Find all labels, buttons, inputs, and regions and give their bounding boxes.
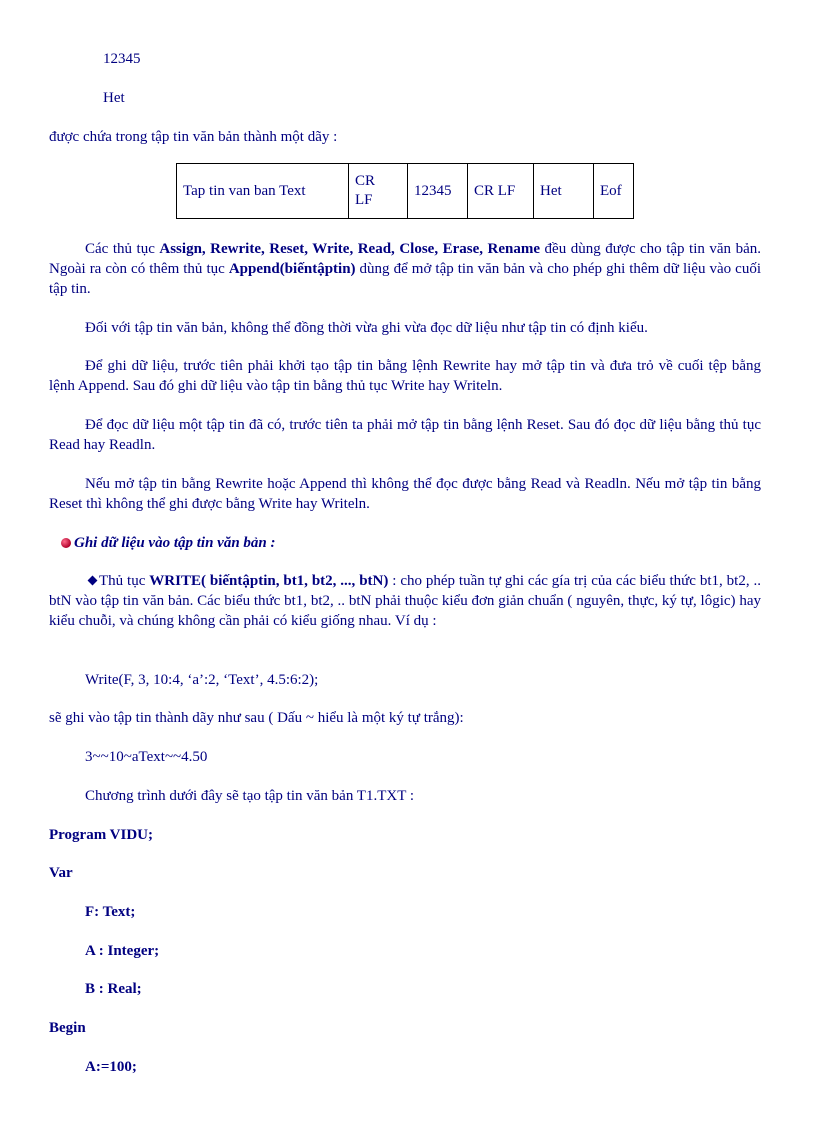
keyword-span: WRITE( biếntậptin, bt1, bt2, ..., btN) bbox=[149, 573, 389, 589]
text-span: đều dùng được cho tập tin văn bản. Ngoài ra còn có thêm thủ tục bbox=[49, 241, 761, 277]
text-span: Đối với tập tin văn bản, không thể đồng thời vừa ghi vừa đọc dữ liệu như tập tin có định kiểu. bbox=[85, 320, 648, 336]
keyword-span: Append(biếntậptin) bbox=[228, 261, 356, 277]
program-intro: Chương trình dưới đây sẽ tạo tập tin văn bản T1.TXT : bbox=[85, 788, 415, 804]
value-line-12345: 12345 bbox=[103, 51, 141, 67]
text-span: dùng để mở tập tin văn bản và cho phép ghi thêm dữ liệu vào cuối tập tin. bbox=[49, 261, 761, 297]
paragraph-mode-restriction bbox=[49, 474, 761, 514]
text-span: Các thủ tục bbox=[85, 241, 160, 257]
cell-text: CR LF bbox=[355, 173, 376, 208]
example-write-call: Write(F, 3, 10:4, ‘a’:2, ‘Text’, 4.5:6:2); bbox=[85, 672, 319, 688]
intro-sentence: được chứa trong tập tin văn bản thành một dãy : bbox=[49, 129, 338, 145]
text-span: Nếu mở tập tin bằng Rewrite hoặc Append thì không thể đọc được bằng Read và Readln. Nếu mở tập tin bằng Reset thì không thể ghi được bằng Write hay Writeln. bbox=[49, 476, 761, 512]
paragraph-write-data bbox=[49, 356, 761, 396]
section-heading bbox=[61, 533, 276, 553]
table-cell: Eof bbox=[594, 164, 634, 219]
table-cell: Tap tin van ban Text bbox=[177, 164, 349, 219]
text-span: Để đọc dữ liệu một tập tin đã có, trước tiên ta phải mở tập tin bằng lệnh Reset. Sau đó đọc dữ liệu bằng thủ tục Read hay Readln. bbox=[49, 417, 761, 453]
paragraph-no-simultaneous bbox=[49, 318, 761, 338]
record-table bbox=[176, 163, 634, 219]
paragraph-procedures bbox=[49, 239, 761, 299]
value-line-het: Het bbox=[103, 90, 125, 106]
table-cell: CR LF bbox=[468, 164, 534, 219]
code-line: A:=100; bbox=[85, 1059, 137, 1075]
paragraph-read-data bbox=[49, 415, 761, 455]
bullet-icon bbox=[61, 538, 71, 548]
keyword-span: Assign, Rewrite, Reset, Write, Read, Close, Erase, Rename bbox=[159, 241, 541, 257]
code-line: A : Integer; bbox=[85, 943, 160, 959]
diamond-bullet-icon bbox=[88, 576, 98, 586]
table-row bbox=[177, 164, 634, 219]
text-span: Để ghi dữ liệu, trước tiên phải khởi tạo tập tin bằng lệnh Rewrite hay mở tập tin và đưa trỏ về cuối tệp bằng lệnh Append. Sau đó ghi dữ liệu vào tập tin bằng thủ tục Write hay Writeln. bbox=[49, 358, 761, 394]
text-span: Thủ tục bbox=[99, 573, 150, 589]
code-line: B : Real; bbox=[85, 981, 142, 997]
table-cell: Het bbox=[534, 164, 594, 219]
result-intro: sẽ ghi vào tập tin thành dãy như sau ( Dấu ~ hiểu là một ký tự trắng): bbox=[49, 710, 464, 726]
code-line: F: Text; bbox=[85, 904, 136, 920]
code-line: Program VIDU; bbox=[49, 827, 154, 843]
paragraph-write-procedure bbox=[49, 571, 761, 631]
heading-text: Ghi dữ liệu vào tập tin văn bản : bbox=[74, 535, 276, 551]
code-line: Begin bbox=[49, 1020, 86, 1036]
table-cell: 12345 bbox=[408, 164, 468, 219]
code-line: Var bbox=[49, 865, 73, 881]
table-cell bbox=[349, 164, 408, 219]
result-value: 3~~10~aText~~4.50 bbox=[85, 749, 208, 765]
text-span: : cho phép tuần tự ghi các gía trị của các biểu thức bt1, bt2, .. btN vào tập tin văn bản. Các biểu thức bt1, bt2, .. btN phải thuộc kiểu đơn giản chuẩn ( nguyên, thực, ký tự, lôgic) hay kiểu chuỗi, và chúng không cần phải có kiểu giống nhau. Ví dụ : bbox=[49, 573, 761, 629]
